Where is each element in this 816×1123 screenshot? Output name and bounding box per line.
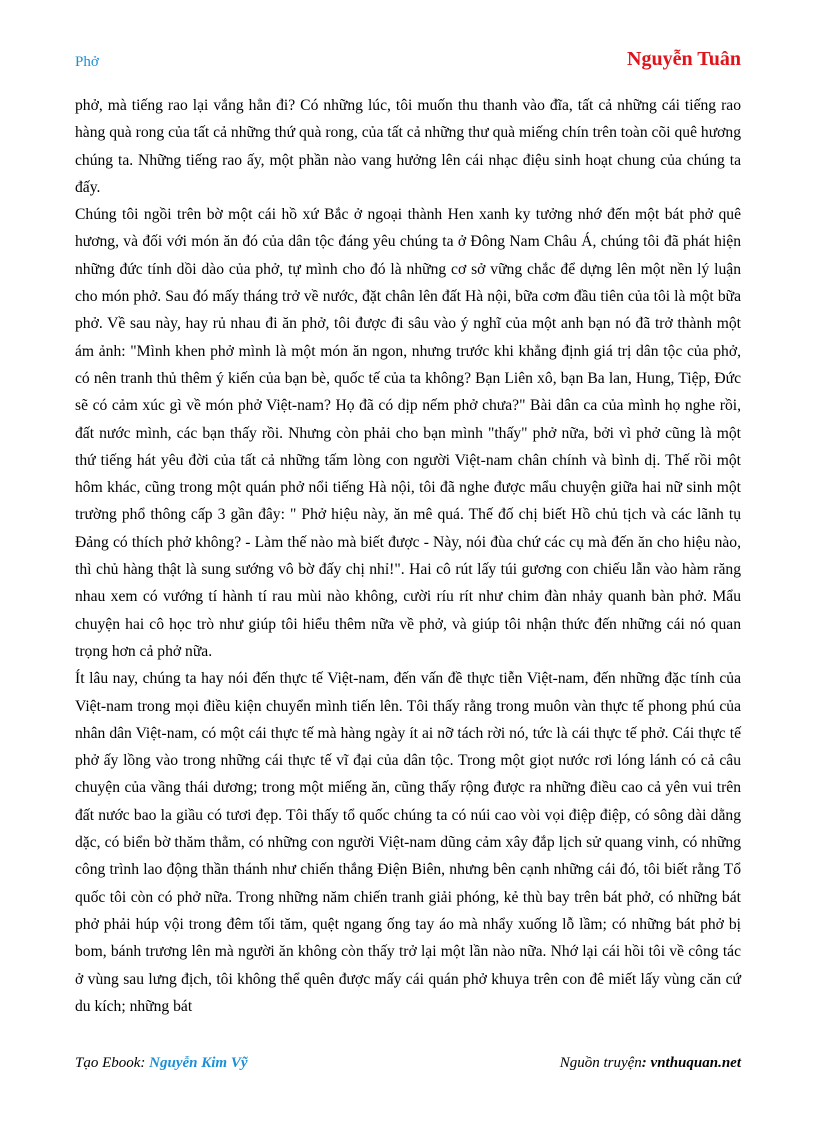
header-author: Nguyễn Tuân [627,48,741,70]
footer-ebook-creator: Nguyễn Kim Vỹ [149,1055,248,1071]
footer-source-separator: : [641,1055,651,1071]
header-title: Phở [75,54,99,70]
footer-source-credit [560,1055,741,1072]
footer-ebook-credit [75,1055,248,1072]
page-footer [75,1055,741,1077]
footer-source-site: vnthuquan.net [650,1055,741,1071]
paragraph: Ít lâu nay, chúng ta hay nói đến thực tế Việt-nam, đến vấn đề thực tiễn Việt-nam, đến những đặc tính của Việt-nam trong mọi điều kiện chuyển mình tiến lên. Tôi thấy rằng trong muôn vàn thực tế phong phú của nhân dân Việt-nam, có một cái thực tế mà hàng ngày ít ai nỡ tách rời nó, tức là cái thực tế phở. Cái thực tế phở ấy lồng vào trong những cái thực tế vĩ đại của dân tộc. Trong một giọt nước rơi lóng lánh có cả câu chuyện của vầng thái dương; trong một miếng ăn, cũng thấy rộng được ra những điều cao cả yên vui trên đất nước bao la giầu có tươi đẹp. Tôi thấy tổ quốc chúng ta có núi cao vòi vọi điệp điệp, có sông dài dằng dặc, có biển bờ thăm thẳm, có những con người Việt-nam dũng cảm xây đắp lịch sử quang vinh, có những công trình lao động thần thánh như chiến thắng Điện Biên, nhưng bên cạnh những cái đó, tôi biết rằng Tổ quốc tôi còn có phở nữa. Trong những năm chiến tranh giải phóng, kẻ thù bay trên bát phở, có những bát phở phải húp vội trong đêm tối tăm, quệt ngang ống tay áo mà nhẩy xuống lỗ lầm; có những bát phở bị bom, bánh trương lên mà người ăn không còn thấy trở lại một lần nào nữa. Nhớ lại cái hồi tôi về công tác ở vùng sau lưng địch, tôi không thể quên được mấy cái quán phở khuya trên con đê miết lấy vùng căn cứ du kích; những bát [75,670,741,1015]
paragraph: Chúng tôi ngồi trên bờ một cái hồ xứ Bắc ở ngoại thành Hen xanh ky tưởng nhớ đến một bát phở quê hương, và đối với món ăn đó của dân tộc đáng yêu chúng ta ở Đông Nam Châu Á, chúng tôi đã phát hiện những đức tính dồi dào của phở, tự mình cho đó là những cơ sở vững chắc để dựng lên một nền lý luận cho món phở. Sau đó mấy tháng trở về nước, đặt chân lên đất Hà nội, bữa cơm đầu tiên của tôi là một bữa phở. Về sau này, hay rủ nhau đi ăn phở, tôi được đi sâu vào ý nghĩ của một anh bạn nó đã trở thành một ám ảnh: "Mình khen phở mình là một món ăn ngon, nhưng trước khi khẳng định giá trị dân tộc của phở, có nên tranh thủ thêm ý kiến của bạn bè, quốc tế của ta không? Bạn Liên xô, bạn Ba lan, Hung, Tiệp, Đức sẽ có cảm xúc gì về món phở Việt-nam? Họ đã có dịp nếm phở chưa?" Bài dân ca của mình họ nghe rồi, đất nước mình, các bạn thấy rồi. Nhưng còn phải cho bạn mình "thấy" phở nữa, bởi vì phở cũng là một thứ tiếng hát yêu đời của tất cả những tấm lòng con người Việt-nam chân chính và bình dị. Thế rồi một hôm khác, cũng trong một quán phở nổi tiếng Hà nội, tôi đã nghe được mẩu chuyện giữa hai nữ sinh một trường phổ thông cấp 3 gần đây: " Phở hiệu này, ăn mê quá. Thế đố chị biết Hồ chủ tịch và các lãnh tụ Đảng có thích phở không? - Làm thế nào mà biết được - Này, nói đùa chứ các cụ mà đến ăn cho hiệu nào, thì chủ hàng thật là sung sướng vô bờ đấy chị nhỉ!". Hai cô rút lấy túi gương con chiếu lẫn vào hàm răng nhau xem có vướng tí hành tí rau mùi nào không, cười ríu rít như chim đàn nhảy quanh bàn phở. Mẩu chuyện hai cô học trò như giúp tôi hiểu thêm nữa về phở, và giúp tôi nhận thức đến những cái nó quan trọng hơn cả phở nữa. [75,206,741,660]
page-header [75,48,741,78]
footer-ebook-separator: : [140,1055,150,1071]
paragraph: phở, mà tiếng rao lại vắng hẳn đi? Có những lúc, tôi muốn thu thanh vào đĩa, tất cả những cái tiếng rao hàng quà rong của tất cả những thứ quà rong, của tất cả những thư quà miếng chín trên toàn cõi quê hương chúng ta. Những tiếng rao ấy, một phần nào vang hưởng lên cái nhạc điệu sinh hoạt chung của chúng ta đấy. [75,97,741,196]
footer-ebook-label: Tạo Ebook [75,1055,141,1071]
footer-source-label: Nguồn truyện [559,1055,642,1071]
page-body [75,92,741,1020]
